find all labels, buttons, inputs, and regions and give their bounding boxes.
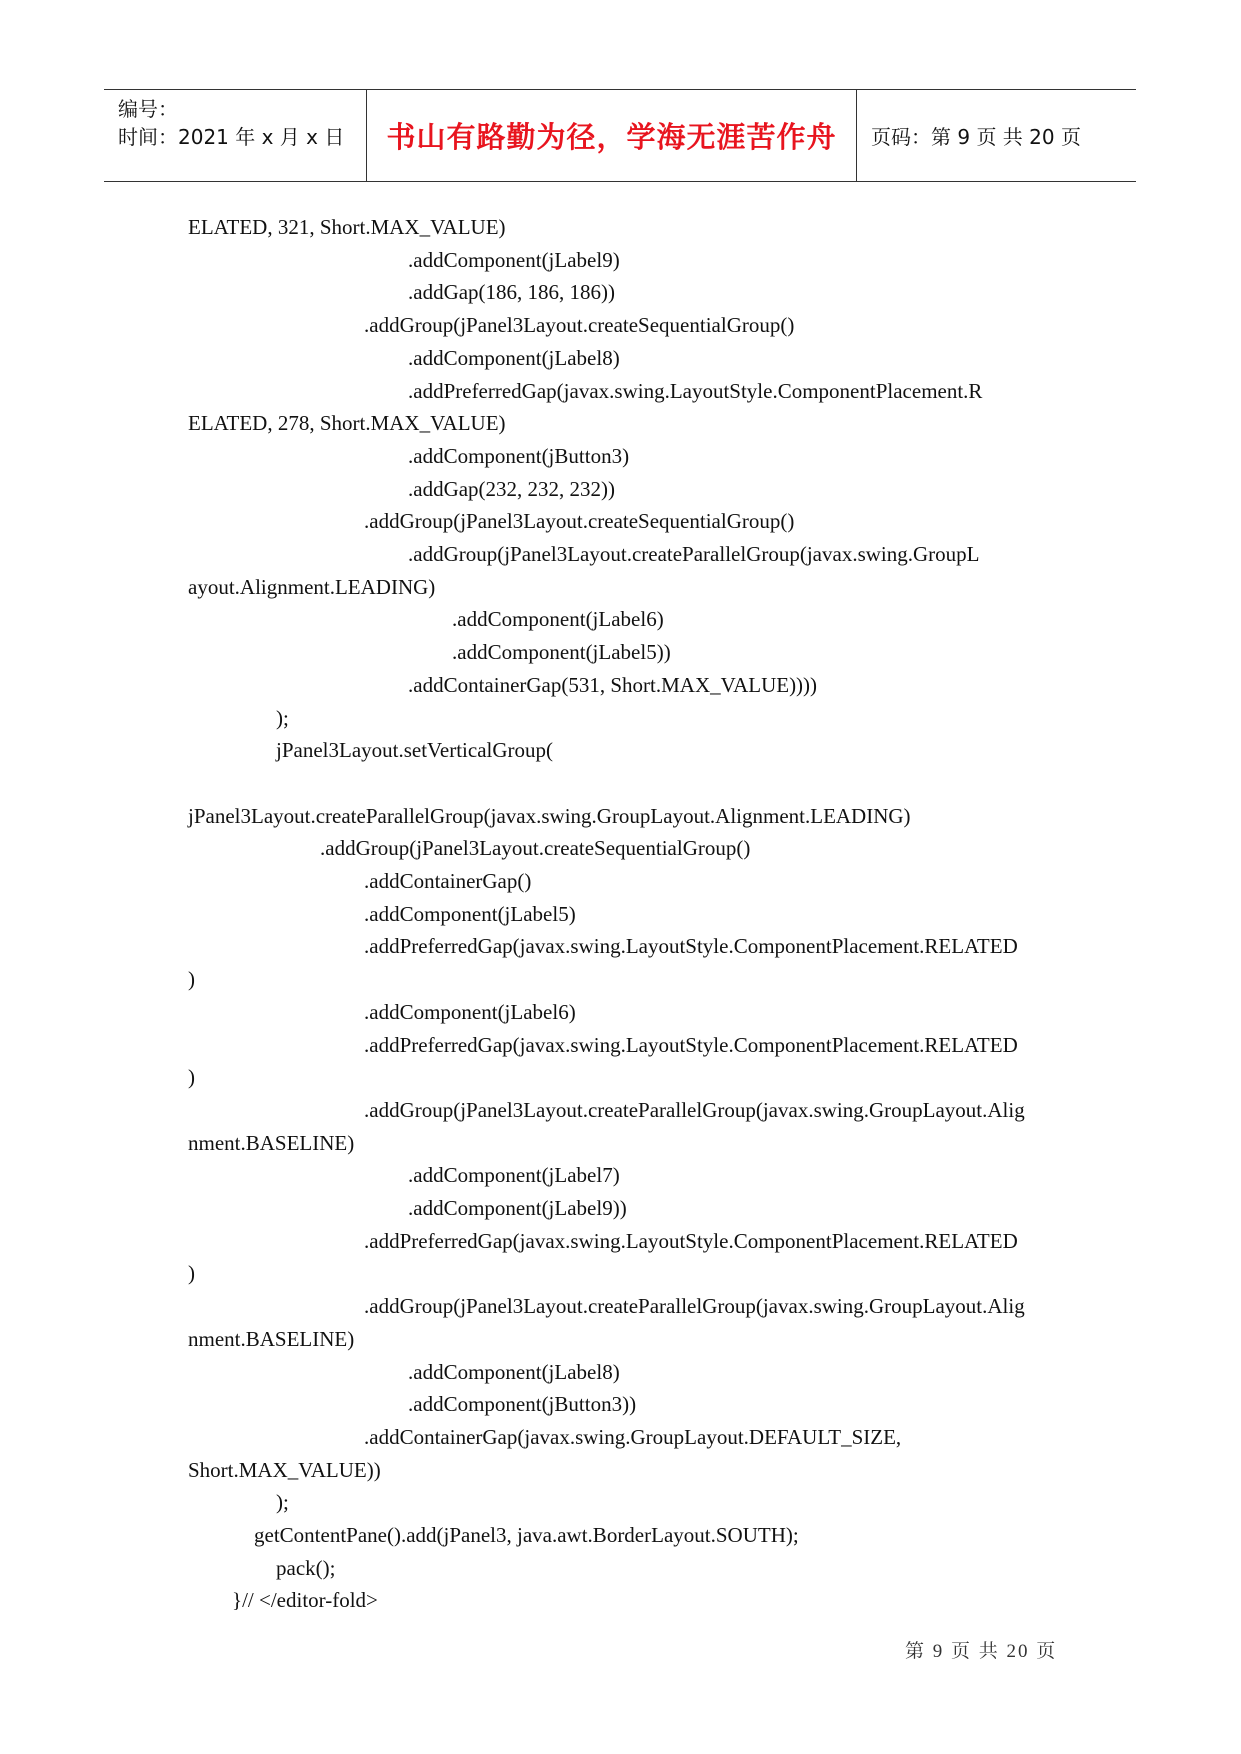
code-line: ELATED, 278, Short.MAX_VALUE) xyxy=(188,411,506,436)
code-line: .addContainerGap() xyxy=(364,869,532,893)
code-line: .addGroup(jPanel3Layout.createSequentialGroup() xyxy=(364,509,795,534)
page-footer: 第 9 页 共 20 页 xyxy=(905,1641,1058,1662)
code-line: nment.BASELINE) xyxy=(188,1326,355,1351)
code-line: .addPreferredGap(javax.swing.LayoutStyle.ComponentPlacement.R xyxy=(408,378,983,403)
motto-text: 书山有路勤为径，学海无涯苦作舟 xyxy=(386,120,837,154)
code-line: pack(); xyxy=(276,1555,336,1580)
header-page-cell xyxy=(857,90,1136,181)
code-line: .addPreferredGap(javax.swing.LayoutStyle.ComponentPlacement.RELATED xyxy=(364,1032,1018,1057)
document-time-label: 时间：2021 年 x 月 x 日 xyxy=(118,125,345,149)
code-line: .addComponent(jLabel6) xyxy=(364,999,576,1024)
code-line: .addComponent(jLabel7) xyxy=(408,1163,620,1188)
code-line: .addGap(186, 186, 186)) xyxy=(408,280,616,305)
code-line: .addComponent(jButton3)) xyxy=(408,1392,637,1417)
code-line: .addComponent(jLabel5) xyxy=(364,901,576,926)
code-line: }// </editor-fold> xyxy=(232,1588,378,1613)
code-line: .addComponent(jButton3) xyxy=(408,443,630,468)
code-line: nment.BASELINE) xyxy=(188,1130,355,1155)
code-line: ) xyxy=(188,1261,195,1286)
code-line: ); xyxy=(276,1490,289,1515)
code-line: jPanel3Layout.setVerticalGroup( xyxy=(276,738,553,763)
code-line: .addComponent(jLabel8) xyxy=(408,1359,620,1384)
code-line: .addComponent(jLabel6) xyxy=(452,607,664,632)
code-line: .addComponent(jLabel8) xyxy=(408,345,620,370)
code-line: ayout.Alignment.LEADING) xyxy=(188,574,436,599)
code-line: .addPreferredGap(javax.swing.LayoutStyle.ComponentPlacement.RELATED xyxy=(364,1228,1018,1253)
code-line: Short.MAX_VALUE)) xyxy=(188,1457,381,1482)
code-line: .addGroup(jPanel3Layout.createParallelGroup(javax.swing.GroupLayout.Alig xyxy=(364,1294,1025,1319)
header-motto-cell xyxy=(367,90,857,181)
code-line: ) xyxy=(188,967,195,992)
code-line: .addComponent(jLabel9) xyxy=(408,247,620,272)
code-line: ); xyxy=(276,705,289,730)
code-line: ) xyxy=(188,1065,195,1090)
code-line: jPanel3Layout.createParallelGroup(javax.swing.GroupLayout.Alignment.LEADING) xyxy=(188,803,911,828)
code-line: .addGroup(jPanel3Layout.createParallelGroup(javax.swing.GroupL xyxy=(408,542,980,566)
header-page-info: 页码：第 9 页 共 20 页 xyxy=(871,125,1081,149)
code-line: .addComponent(jLabel5)) xyxy=(452,640,671,665)
code-line: .addContainerGap(javax.swing.GroupLayout.DEFAULT_SIZE, xyxy=(364,1424,902,1449)
code-line: getContentPane().add(jPanel3, java.awt.BorderLayout.SOUTH); xyxy=(254,1523,799,1547)
code-line: .addGroup(jPanel3Layout.createParallelGroup(javax.swing.GroupLayout.Alig xyxy=(364,1097,1025,1122)
document-number-label: 编号： xyxy=(118,97,178,121)
page-header xyxy=(104,89,1136,182)
code-line: .addContainerGap(531, Short.MAX_VALUE)))) xyxy=(408,672,818,697)
code-line: .addComponent(jLabel9)) xyxy=(408,1196,627,1220)
code-line: .addGroup(jPanel3Layout.createSequentialGroup() xyxy=(364,313,795,338)
code-line: .addGroup(jPanel3Layout.createSequentialGroup() xyxy=(320,836,751,861)
code-line: ELATED, 321, Short.MAX_VALUE) xyxy=(188,215,506,239)
code-line: .addPreferredGap(javax.swing.LayoutStyle.ComponentPlacement.RELATED xyxy=(364,934,1018,959)
header-meta-cell xyxy=(104,90,367,181)
code-line: .addGap(232, 232, 232)) xyxy=(408,476,616,501)
